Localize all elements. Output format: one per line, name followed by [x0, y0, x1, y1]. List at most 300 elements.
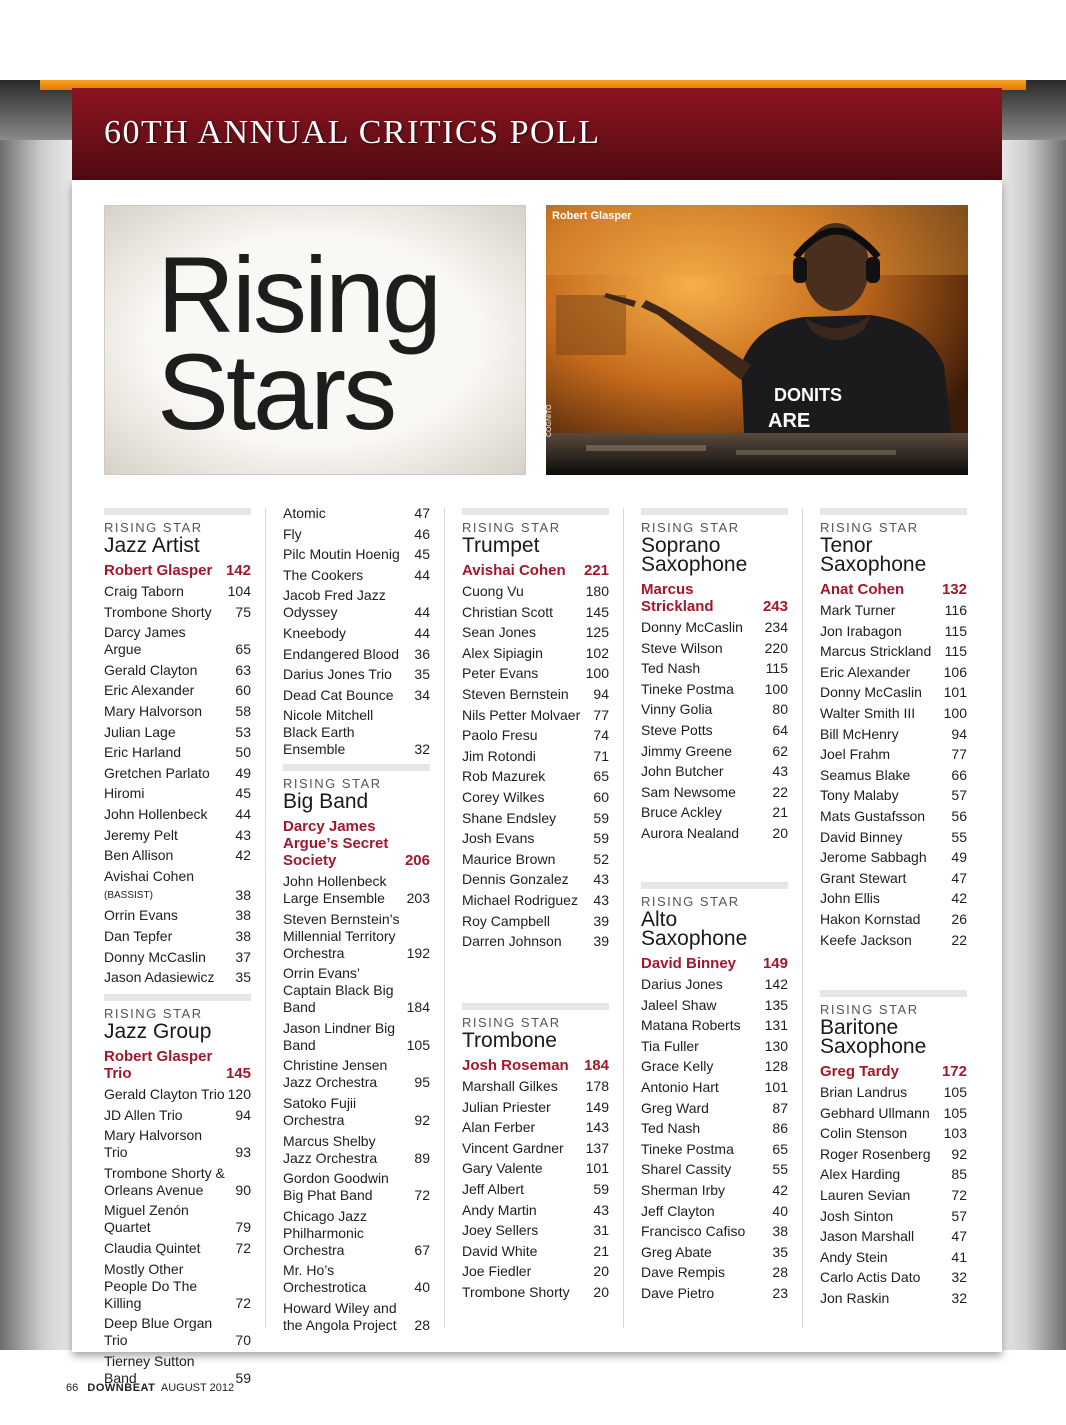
section-big-band: [283, 764, 430, 1338]
entry-name: Rob Mazurek: [462, 768, 546, 785]
entry-votes: 180: [585, 583, 609, 599]
entry-name: Darius Jones: [641, 976, 723, 992]
poll-entry: [283, 646, 430, 663]
entry-votes: 36: [414, 645, 430, 662]
poll-entry: [462, 1078, 609, 1095]
entry-name: Tineke Postma: [641, 1140, 734, 1157]
entry-name: Eric Harland: [104, 744, 182, 761]
entry-votes: 79: [235, 1219, 251, 1236]
entry-votes: 40: [772, 1202, 788, 1219]
poll-entry: [820, 1187, 967, 1204]
poll-entry: [462, 1140, 609, 1157]
poll-entry: [641, 1223, 788, 1240]
entry-votes: 58: [235, 702, 251, 719]
entry-name: Darius Jones Trio: [283, 666, 392, 683]
poll-entry: [462, 1284, 609, 1301]
entry-votes: 93: [235, 1144, 251, 1161]
winner-entry: [104, 562, 251, 579]
entry-name: Jon Raskin: [820, 1289, 890, 1306]
entry-name: Jeff Albert: [462, 1180, 525, 1197]
entry-name: Walter Smith III: [820, 704, 916, 721]
entry-name: Keefe Jackson: [820, 931, 912, 948]
poll-entry: [641, 681, 788, 698]
column-divider: [265, 508, 266, 1328]
section-rule: [462, 1003, 609, 1010]
entry-name: JD Allen Trio: [104, 1106, 183, 1123]
entry-name: Josh Roseman: [462, 1057, 569, 1074]
poll-entry: [462, 933, 609, 950]
winner-entry: [462, 1057, 609, 1074]
photo-credit: COGNITO: [546, 404, 553, 437]
entry-votes: 234: [764, 619, 788, 635]
entry-votes: 65: [593, 768, 609, 785]
entry-votes: 28: [414, 1316, 430, 1333]
entry-votes: 92: [414, 1111, 430, 1128]
entry-votes: 64: [772, 721, 788, 738]
poll-entry: [104, 907, 251, 924]
entry-votes: 100: [764, 680, 788, 697]
entry-votes: 37: [235, 948, 251, 965]
entry-name: Mary Halvorson: [104, 702, 203, 719]
entry-votes: 20: [593, 1263, 609, 1280]
entry-name: Gary Valente: [462, 1160, 543, 1177]
poll-entry: [104, 1165, 251, 1199]
entry-votes: 35: [235, 969, 251, 986]
poll-entry: [820, 808, 967, 825]
entry-name: Jon Irabagon: [820, 622, 902, 639]
entry-votes: 32: [951, 1269, 967, 1286]
poll-entry: [462, 1181, 609, 1198]
entry-votes: 43: [235, 826, 251, 843]
entry-votes: 59: [593, 1180, 609, 1197]
entry-votes: 23: [772, 1284, 788, 1301]
poll-entry: [820, 787, 967, 804]
entry-votes: 44: [414, 624, 430, 641]
entry-votes: 42: [951, 890, 967, 907]
entry-votes: 71: [593, 747, 609, 764]
page-number: 66: [66, 1382, 79, 1394]
section-rule: [104, 508, 251, 515]
entry-name: Brian Landrus: [820, 1084, 908, 1100]
poll-entry: [641, 997, 788, 1014]
section-kicker: RISING STAR: [283, 776, 382, 791]
poll-entry: [283, 687, 430, 704]
entry-name: Sam Newsome: [641, 783, 736, 800]
entry-name: Vinny Golia: [641, 701, 713, 718]
entry-name: Darcy James Argue’s Secret Society: [283, 818, 389, 869]
poll-entry: [104, 868, 251, 904]
entry-name: Dennis Gonzalez: [462, 871, 569, 888]
poll-entry: [283, 625, 430, 642]
poll-entry: [462, 830, 609, 847]
poll-entry: [104, 847, 251, 864]
poll-entry: [820, 1125, 967, 1142]
winner-entry: [641, 955, 788, 972]
entry-name: Josh Evans: [462, 830, 535, 847]
poll-entry: [641, 825, 788, 842]
poll-entry: [104, 928, 251, 945]
entry-name: Sharel Cassity: [641, 1161, 732, 1178]
entry-votes: 178: [585, 1078, 609, 1094]
entry-votes: 105: [406, 1036, 430, 1053]
entry-votes: 101: [764, 1078, 788, 1095]
entry-name: Colin Stenson: [820, 1125, 908, 1142]
entry-votes: 135: [764, 996, 788, 1013]
poll-entry: [641, 1079, 788, 1096]
poll-entry: [283, 911, 430, 962]
section-jazz-group-continued: [283, 505, 430, 762]
entry-votes: 149: [585, 1098, 609, 1115]
poll-entry: [820, 767, 967, 784]
entry-votes: 50: [235, 744, 251, 761]
poll-entry: [462, 665, 609, 682]
poll-entry: [283, 587, 430, 621]
entry-votes: 128: [764, 1058, 788, 1075]
entry-votes: 72: [951, 1186, 967, 1203]
poll-entry: [641, 976, 788, 993]
entry-name: Joel Frahm: [820, 746, 891, 763]
entry-name: Dead Cat Bounce: [283, 686, 394, 703]
poll-entry: [104, 624, 251, 658]
poll-entry: [283, 1262, 430, 1296]
entry-name: Bill McHenry: [820, 725, 899, 742]
entry-votes: 49: [951, 849, 967, 866]
entry-votes: 94: [951, 725, 967, 742]
entry-name: Steven Bernstein’s Millennial Territory Orchestra: [283, 910, 400, 961]
poll-entry: [641, 804, 788, 821]
entry-name: Jimmy Greene: [641, 742, 733, 759]
entry-name: Jason Adasiewicz: [104, 969, 215, 986]
entry-votes: 47: [951, 869, 967, 886]
entry-name: Donny McCaslin: [641, 619, 743, 635]
section-rule: [641, 882, 788, 889]
entry-name: Peter Evans: [462, 665, 539, 682]
entry-votes: 125: [585, 624, 609, 641]
poll-entry: [641, 784, 788, 801]
entry-name: Gordon Goodwin Big Phat Band: [283, 1170, 389, 1204]
poll-entry: [641, 1244, 788, 1261]
entry-votes: 94: [235, 1106, 251, 1123]
entry-votes: 31: [593, 1222, 609, 1239]
entry-votes: 22: [772, 783, 788, 800]
winner-entry: [104, 1048, 251, 1082]
entry-note: (BASSIST): [104, 889, 153, 901]
poll-entry: [820, 911, 967, 928]
entry-name: John Butcher: [641, 763, 724, 780]
entry-votes: 115: [944, 643, 967, 660]
rising-stars-title-box: [104, 205, 526, 475]
poll-entry: [462, 727, 609, 744]
entry-name: Joey Sellers: [462, 1222, 539, 1239]
poll-entry: [820, 1208, 967, 1225]
entry-name: Marshall Gilkes: [462, 1078, 558, 1094]
entry-name: Tony Malaby: [820, 787, 899, 804]
entry-name: Chicago Jazz Philharmonic Orchestra: [283, 1207, 368, 1258]
magazine-name: DOWNBEAT: [87, 1382, 156, 1394]
entry-name: Hakon Kornstad: [820, 910, 921, 927]
entry-votes: 38: [235, 886, 251, 903]
winner-entry: [820, 1063, 967, 1080]
poll-entry: [104, 1127, 251, 1161]
poll-entry: [462, 892, 609, 909]
section-rule: [104, 994, 251, 1001]
entry-votes: 42: [235, 847, 251, 864]
entry-votes: 28: [772, 1264, 788, 1281]
entry-name: Nils Petter Molvaer: [462, 706, 581, 723]
poll-entry: [283, 1300, 430, 1334]
entry-name: Robert Glasper: [104, 562, 213, 579]
poll-entry: [462, 789, 609, 806]
section-rule: [462, 508, 609, 515]
entry-name: Trombone Shorty & Orleans Avenue: [104, 1164, 225, 1198]
poll-entry: [104, 724, 251, 741]
section-kicker: RISING STAR: [820, 1002, 919, 1017]
entry-votes: 67: [414, 1241, 430, 1258]
entry-votes: 101: [943, 684, 967, 701]
entry-votes: 66: [951, 766, 967, 783]
poll-entry: [641, 743, 788, 760]
entry-votes: 192: [406, 944, 430, 961]
entry-votes: 44: [414, 566, 430, 583]
entry-votes: 45: [235, 785, 251, 802]
entry-name: Marcus Strickland: [820, 643, 932, 660]
entry-name: Sean Jones: [462, 624, 536, 641]
poll-entry: [462, 624, 609, 641]
entry-name: Darcy James Argue: [104, 624, 186, 658]
rising-stars-title: [157, 234, 440, 452]
entry-name: Orrin Evans’ Captain Black Big Band: [283, 965, 394, 1016]
entry-name: Seamus Blake: [820, 766, 911, 783]
entry-votes: 75: [235, 603, 251, 620]
entry-votes: 142: [225, 562, 251, 579]
section-kicker: RISING STAR: [641, 520, 740, 535]
column-divider: [444, 508, 445, 1328]
entry-votes: 38: [772, 1223, 788, 1240]
entry-votes: 220: [764, 639, 788, 656]
entry-votes: 184: [406, 999, 430, 1016]
poll-entry: [641, 1038, 788, 1055]
poll-banner: [72, 88, 1002, 180]
entry-name: Trombone Shorty: [104, 603, 212, 620]
entry-name: Jerome Sabbagh: [820, 849, 927, 866]
entry-name: Grace Kelly: [641, 1058, 714, 1075]
entry-name: Lauren Sevian: [820, 1186, 911, 1203]
poll-entry: [283, 1208, 430, 1259]
poll-entry: [462, 913, 609, 930]
entry-name: Avishai Cohen: [104, 867, 195, 884]
poll-entry: [820, 1084, 967, 1101]
entry-name: Eric Alexander: [820, 663, 911, 680]
poll-entry: [641, 1203, 788, 1220]
entry-votes: 20: [772, 824, 788, 841]
entry-name: Tierney Sutton Band: [104, 1352, 195, 1386]
entry-name: Christine Jensen Jazz Orchestra: [283, 1057, 388, 1091]
entry-name: Julian Priester: [462, 1098, 551, 1115]
section-rule: [641, 508, 788, 515]
entry-votes: 115: [765, 660, 788, 677]
entry-votes: 172: [941, 1063, 967, 1080]
entry-name: Donny McCaslin: [820, 684, 922, 701]
entry-votes: 39: [593, 933, 609, 950]
poll-entry: [641, 722, 788, 739]
poll-entry: [641, 1017, 788, 1034]
entry-votes: 40: [414, 1279, 430, 1296]
category-title: Tenor Saxophone: [820, 534, 927, 576]
entry-votes: 89: [414, 1149, 430, 1166]
poll-entry: [641, 1182, 788, 1199]
entry-name: Endangered Blood: [283, 645, 399, 662]
entry-name: Orrin Evans: [104, 907, 178, 924]
entry-name: John Ellis: [820, 890, 880, 907]
entry-votes: 184: [583, 1057, 609, 1074]
entry-votes: 100: [943, 704, 967, 721]
entry-name: Carlo Actis Dato: [820, 1269, 921, 1286]
entry-name: Mary Halvorson Trio: [104, 1127, 203, 1161]
entry-name: Matana Roberts: [641, 1017, 741, 1034]
poll-entry: [104, 1315, 251, 1349]
entry-votes: 44: [235, 805, 251, 822]
poll-entry: [283, 1020, 430, 1054]
poll-entry: [462, 768, 609, 785]
poll-entry: [283, 707, 430, 758]
poll-entry: [641, 1161, 788, 1178]
entry-name: Gebhard Ullmann: [820, 1104, 930, 1121]
poll-entry: [283, 505, 430, 522]
entry-votes: 38: [235, 927, 251, 944]
entry-votes: 35: [772, 1243, 788, 1260]
section-rule: [820, 508, 967, 515]
poll-entry: [820, 746, 967, 763]
entry-name: Shane Endsley: [462, 809, 557, 826]
entry-name: Roy Campbell: [462, 912, 550, 929]
poll-entry: [462, 686, 609, 703]
entry-name: Craig Taborn: [104, 583, 184, 599]
winner-entry: [283, 818, 430, 869]
poll-entry: [820, 870, 967, 887]
entry-votes: 47: [951, 1228, 967, 1245]
entry-votes: 72: [235, 1239, 251, 1256]
category-title: Trombone: [462, 1029, 557, 1052]
entry-name: Steven Bernstein: [462, 685, 569, 702]
section-kicker: RISING STAR: [820, 520, 919, 535]
poll-entry: [104, 744, 251, 761]
entry-votes: 86: [772, 1120, 788, 1137]
column-divider: [802, 508, 803, 1328]
entry-name: Antonio Hart: [641, 1078, 719, 1095]
entry-votes: 77: [593, 706, 609, 723]
entry-votes: 206: [404, 852, 430, 869]
entry-name: Miguel Zenón Quartet: [104, 1202, 189, 1236]
poll-entry: [462, 748, 609, 765]
entry-name: Howard Wiley and the Angola Project: [283, 1299, 397, 1333]
poll-entry: [104, 765, 251, 782]
entry-name: Marcus Strickland: [641, 581, 714, 615]
entry-name: Andy Martin: [462, 1201, 537, 1218]
poll-entry: [462, 1202, 609, 1219]
entry-name: John Hollenbeck Large Ensemble: [283, 873, 387, 906]
entry-votes: 46: [414, 525, 430, 542]
entry-votes: 95: [414, 1074, 430, 1091]
entry-name: Sherman Irby: [641, 1181, 726, 1198]
entry-name: Vincent Gardner: [462, 1139, 564, 1156]
entry-name: Jason Lindner Big Band: [283, 1019, 396, 1053]
entry-votes: 62: [772, 742, 788, 759]
entry-name: Greg Abate: [641, 1243, 712, 1260]
entry-name: Mark Turner: [820, 602, 896, 618]
poll-entry: [462, 1243, 609, 1260]
entry-votes: 87: [772, 1099, 788, 1116]
poll-entry: [641, 1058, 788, 1075]
entry-votes: 60: [235, 682, 251, 699]
photo-robert-glasper: [546, 205, 968, 475]
entry-name: Atomic: [283, 505, 326, 521]
entry-name: Tineke Postma: [641, 680, 734, 697]
entry-votes: 106: [943, 663, 967, 680]
entry-name: Gerald Clayton: [104, 661, 198, 678]
section-tenor-saxophone: [820, 508, 967, 952]
poll-entry: [462, 604, 609, 621]
poll-entry: [820, 1269, 967, 1286]
entry-votes: 105: [943, 1104, 967, 1121]
section-kicker: RISING STAR: [462, 1015, 561, 1030]
entry-votes: 145: [585, 603, 609, 620]
category-title: Jazz Group: [104, 1020, 212, 1043]
entry-votes: 92: [951, 1145, 967, 1162]
poll-entry: [820, 623, 967, 640]
poll-entry: [820, 849, 967, 866]
poll-entry: [462, 707, 609, 724]
entry-votes: 102: [585, 644, 609, 661]
entry-name: The Cookers: [283, 566, 364, 583]
entry-votes: 20: [593, 1283, 609, 1300]
entry-name: Bruce Ackley: [641, 804, 722, 821]
entry-name: Alex Harding: [820, 1166, 901, 1183]
poll-entry: [641, 1100, 788, 1117]
poll-entry: [820, 602, 967, 619]
poll-entry: [641, 1264, 788, 1281]
entry-votes: 80: [772, 701, 788, 718]
poll-entry: [104, 1107, 251, 1124]
poll-entry: [104, 703, 251, 720]
entry-votes: 22: [951, 931, 967, 948]
entry-votes: 105: [943, 1084, 967, 1100]
entry-name: Paolo Fresu: [462, 727, 538, 744]
entry-votes: 65: [235, 641, 251, 658]
entry-votes: 59: [235, 1369, 251, 1386]
entry-name: Francisco Cafiso: [641, 1223, 746, 1240]
entry-name: Dan Tepfer: [104, 927, 173, 944]
poll-entry: [462, 1263, 609, 1280]
entry-votes: 94: [593, 685, 609, 702]
entry-name: Corey Wilkes: [462, 788, 545, 805]
poll-entry: [462, 645, 609, 662]
section-jazz-group: [104, 994, 251, 1390]
poll-entry: [104, 682, 251, 699]
section-kicker: RISING STAR: [462, 520, 561, 535]
entry-votes: 137: [585, 1139, 609, 1156]
entry-name: Hiromi: [104, 785, 145, 802]
entry-votes: 142: [764, 976, 788, 992]
entry-votes: 132: [941, 581, 967, 598]
poll-entry: [104, 785, 251, 802]
entry-name: Michael Rodriguez: [462, 891, 578, 908]
entry-votes: 221: [583, 562, 609, 579]
poll-entry: [283, 965, 430, 1016]
section-jazz-artist: [104, 508, 251, 990]
entry-name: Jacob Fred Jazz Odyssey: [283, 587, 386, 621]
title-line-stars: Stars: [157, 331, 395, 452]
poll-entry: [283, 1057, 430, 1091]
